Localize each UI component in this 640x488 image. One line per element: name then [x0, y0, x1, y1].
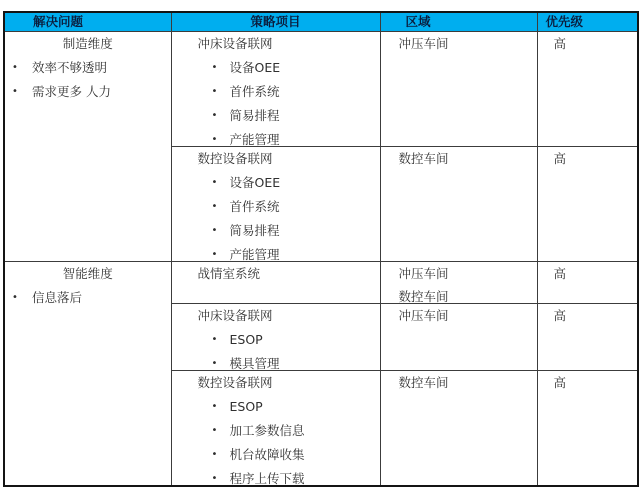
bullet-text: 程序上传下载 — [229, 471, 305, 486]
priority-label: 高 — [553, 151, 567, 166]
priority-cell — [537, 304, 638, 371]
bullet-icon: • — [211, 86, 218, 97]
col-header-problem: 解决问题 — [4, 12, 171, 32]
area-cell — [380, 147, 537, 262]
bullet-item — [172, 357, 380, 370]
bullet-icon: • — [211, 358, 218, 369]
priority-cell — [537, 32, 638, 147]
bullet-text: 设备OEE — [229, 175, 281, 190]
bullet-icon: • — [211, 449, 218, 460]
priority-label: 高 — [553, 266, 567, 281]
area-cell — [380, 371, 537, 487]
bullet-item — [172, 424, 380, 437]
bullet-item — [172, 61, 380, 74]
bullet-text: 简易排程 — [229, 108, 280, 123]
bullet-item — [172, 109, 380, 122]
bullet-icon: • — [211, 62, 218, 73]
area-cell — [380, 304, 537, 371]
project-cell — [171, 32, 380, 147]
priority-label: 高 — [553, 308, 567, 323]
project-title: 数控设备联网 — [197, 151, 273, 166]
bullet-icon: • — [211, 134, 218, 145]
bullet-item — [172, 85, 380, 98]
bullet-icon: • — [211, 473, 218, 484]
bullet-text: 机台故障收集 — [229, 447, 305, 462]
bullet-item — [172, 133, 380, 146]
problem-cell — [4, 32, 171, 262]
bullet-item — [172, 472, 380, 485]
bullet-icon: • — [211, 425, 218, 436]
project-cell — [171, 262, 380, 304]
problem-cell — [4, 262, 171, 487]
bullet-item — [172, 333, 380, 346]
bullet-item — [172, 176, 380, 189]
col-header-priority: 优先级 — [537, 12, 638, 32]
project-title: 冲床设备联网 — [197, 36, 273, 51]
bullet-text: 加工参数信息 — [229, 423, 305, 438]
area-label: 数控车间 — [398, 151, 449, 166]
problem-title: 智能维度 — [62, 266, 113, 281]
bullet-icon: • — [211, 401, 218, 412]
area-label: 冲压车间 — [398, 266, 449, 281]
bullet-item — [172, 224, 380, 237]
col-header-project: 策略项目 — [171, 12, 380, 32]
project-cell — [171, 304, 380, 371]
bullet-icon: • — [12, 86, 18, 97]
problem-title: 制造维度 — [62, 36, 113, 51]
table-row — [4, 32, 638, 147]
bullet-icon: • — [12, 62, 18, 73]
col-header-area: 区域 — [380, 12, 537, 32]
area-label: 数控车间 — [398, 375, 449, 390]
project-title: 战情室系统 — [197, 266, 261, 281]
bullet-item — [172, 200, 380, 213]
priority-label: 高 — [553, 36, 567, 51]
area-cell — [380, 262, 537, 304]
bullet-item — [5, 61, 171, 74]
area-label: 冲压车间 — [398, 308, 449, 323]
bullet-text: ESOP — [229, 399, 263, 414]
bullet-text: 首件系统 — [229, 84, 280, 99]
bullet-item — [172, 448, 380, 461]
priority-cell — [537, 147, 638, 262]
bullet-icon: • — [211, 110, 218, 121]
bullet-icon: • — [211, 334, 218, 345]
bullet-text: 产能管理 — [229, 247, 280, 262]
bullet-icon: • — [211, 249, 218, 260]
project-cell — [171, 371, 380, 487]
bullet-item — [5, 85, 171, 98]
strategy-table — [3, 11, 639, 487]
area-label: 冲压车间 — [398, 36, 449, 51]
area-label: 数控车间 — [398, 289, 449, 304]
bullet-icon: • — [12, 292, 18, 303]
priority-cell — [537, 262, 638, 304]
bullet-text: 简易排程 — [229, 223, 280, 238]
bullet-text: 模具管理 — [229, 356, 280, 371]
project-title: 数控设备联网 — [197, 375, 273, 390]
priority-label: 高 — [553, 375, 567, 390]
header-row — [4, 12, 638, 32]
bullet-text: 需求更多 人力 — [32, 84, 111, 99]
bullet-text: 信息落后 — [32, 290, 83, 305]
bullet-icon: • — [211, 225, 218, 236]
bullet-text: 首件系统 — [229, 199, 280, 214]
table-row — [4, 262, 638, 304]
bullet-item — [172, 248, 380, 261]
bullet-icon: • — [211, 177, 218, 188]
project-cell — [171, 147, 380, 262]
bullet-text: ESOP — [229, 332, 263, 347]
bullet-item — [5, 291, 171, 304]
bullet-text: 效率不够透明 — [32, 60, 108, 75]
bullet-text: 产能管理 — [229, 132, 280, 147]
bullet-item — [172, 400, 380, 413]
project-title: 冲床设备联网 — [197, 308, 273, 323]
bullet-icon: • — [211, 201, 218, 212]
area-cell — [380, 32, 537, 147]
priority-cell — [537, 371, 638, 487]
bullet-text: 设备OEE — [229, 60, 281, 75]
